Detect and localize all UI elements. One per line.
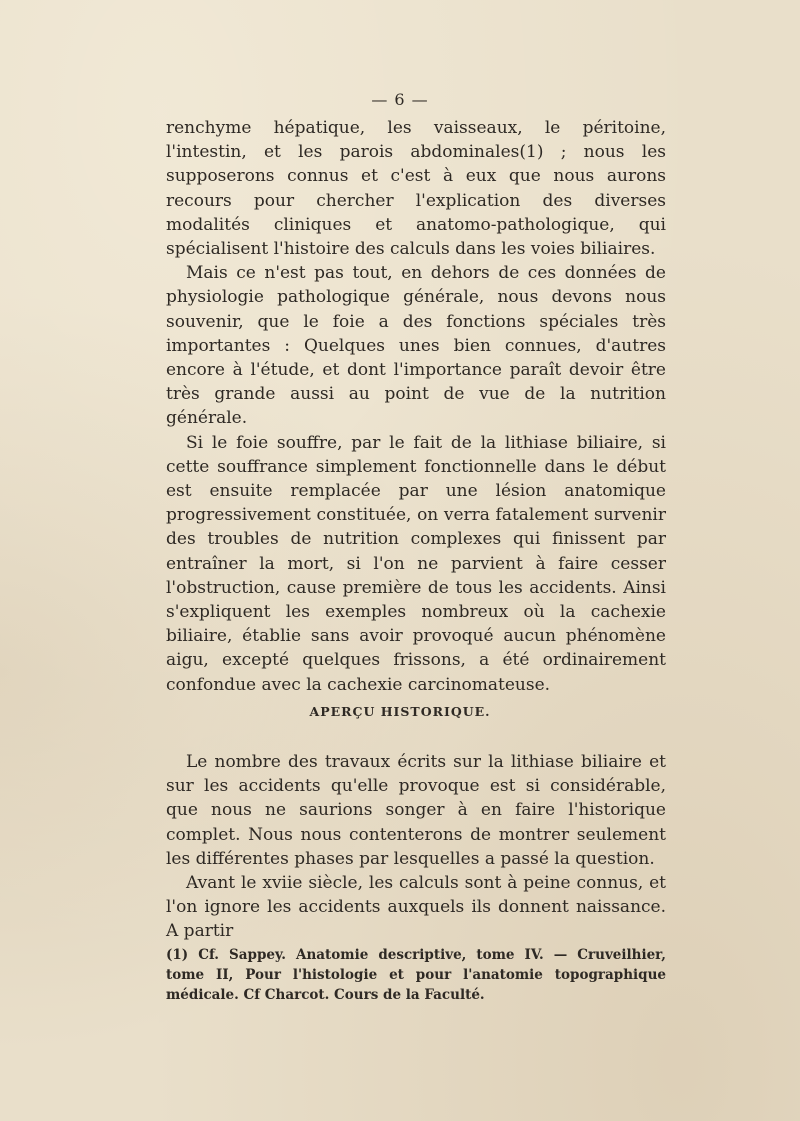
page-number: — 6 — bbox=[371, 90, 429, 109]
main-text-bottom bbox=[166, 750, 666, 944]
main-text-top bbox=[166, 116, 666, 697]
paragraph-foie-souffre: Si le foie souffre, par le fait de la lithiase biliaire, si cette souffrance simplement fonctionnelle dans le début est ensuite remplacée par une lésion anatomique progressivement constituée, on verra fatalement survenir des troubles de nutrition complexes qui finissent par entraîner la mort, si l'on ne parvient à faire cesser l'obstruction, cause première de tous les accidents. Ainsi s'expliquent les exemples nombreux où la cachexie biliaire, établie sans avoir provoqué aucun phénomène aigu, excepté quelques frissons, a été ordinairement confondue avec la cachexie carcinomateuse. bbox=[166, 432, 666, 695]
paragraph-physiologie: Mais ce n'est pas tout, en dehors de ces données de physiologie pathologique générale, nous devons nous souvenir, que le foie a des fonctions spéciales très importantes : Quelques unes bien connues, d'autres encore à l'étude, et dont l'importance paraît devoir être très grande aussi au point de vue de la nutrition générale. bbox=[166, 263, 666, 429]
paragraph-continuation: renchyme hépatique, les vaisseaux, le péritoine, l'intestin, et les parois abdominales(1) ; nous les supposerons connus et c'est à eux que nous aurons recours pour chercher l'explication des diverses modalités cliniques et anatomo-pathologique, qui spécialisent l'histoire des calculs dans les voies biliaires. bbox=[166, 118, 666, 260]
paragraph-nombre-travaux: Le nombre des travaux écrits sur la lithiase biliaire et sur les accidents qu'elle provoque est si considérable, que nous ne saurions songer à en faire l'historique complet. Nous nous contenterons de montrer seulement les différentes phases par lesquelles a passé la question. bbox=[166, 752, 666, 869]
paragraph-avant-xviie: Avant le xviie siècle, les calculs sont à peine connus, et l'on ignore les accidents auxquels ils donnent naissance. A partir bbox=[166, 873, 666, 942]
footnote bbox=[166, 945, 666, 1005]
section-heading: APERÇU HISTORIQUE. bbox=[309, 704, 491, 719]
footnote-text: (1) Cf. Sappey. Anatomie descriptive, tome IV. — Cruveilhier, tome II, Pour l'histologie et pour l'anatomie topographique médicale. Cf Charcot. Cours de la Faculté. bbox=[166, 947, 666, 1003]
